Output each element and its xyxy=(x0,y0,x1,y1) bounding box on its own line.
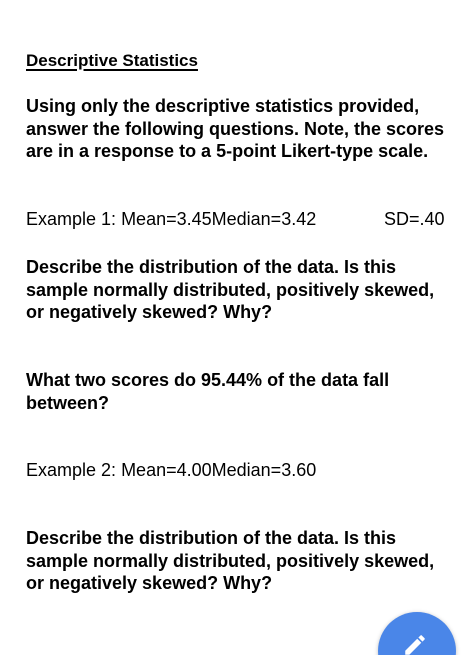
pencil-icon xyxy=(402,632,428,655)
question-distribution-2: Describe the distribution of the data. Is this sample normally distributed, positively skewed, or negatively skewed? Why? xyxy=(26,528,435,593)
example-2-median: Median=3.60 xyxy=(211,460,317,480)
question-distribution-1: Describe the distribution of the data. Is this sample normally distributed, positively skewed, or negatively skewed? Why? xyxy=(26,257,435,322)
example-2-label: Example 2: xyxy=(26,460,117,480)
instructions-text: Using only the descriptive statistics provided, answer the following questions. Note, the scores are in a response to a 5-point Likert-type scale. xyxy=(26,96,445,161)
edit-button[interactable] xyxy=(378,612,456,655)
question-scores-range: What two scores do 95.44% of the data fall between? xyxy=(26,370,390,413)
example-2-line xyxy=(26,459,451,481)
example-1-median: Median=3.42 xyxy=(211,209,317,229)
example-1-mean: Mean=3.45 xyxy=(121,209,212,229)
example-1-label: Example 1: xyxy=(26,209,117,229)
page-title: Descriptive Statistics xyxy=(26,51,198,70)
example-1-line xyxy=(26,208,451,230)
example-2-mean: Mean=4.00 xyxy=(121,460,212,480)
example-1-sd: SD=.40 xyxy=(384,209,445,229)
